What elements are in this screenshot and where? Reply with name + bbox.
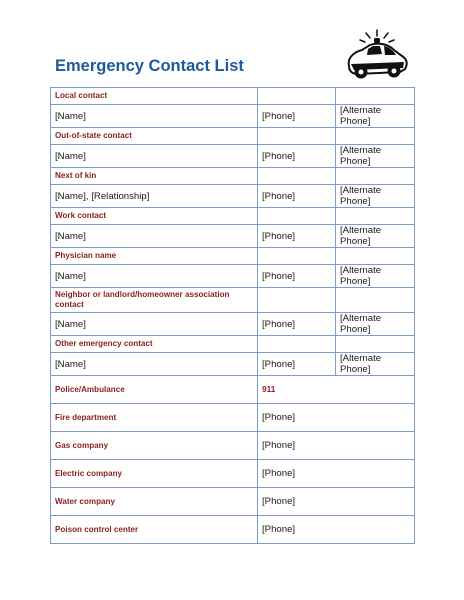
- service-label: Water company: [51, 488, 258, 516]
- contact-alt-phone[interactable]: [Alternate Phone]: [336, 265, 415, 288]
- service-label: Gas company: [51, 432, 258, 460]
- contact-alt-phone[interactable]: [Alternate Phone]: [336, 185, 415, 208]
- service-phone[interactable]: [Phone]: [258, 432, 415, 460]
- table-row: [51, 225, 415, 248]
- service-phone[interactable]: [Phone]: [258, 516, 415, 544]
- table-row: [51, 353, 415, 376]
- service-phone[interactable]: [Phone]: [258, 404, 415, 432]
- contact-name[interactable]: [Name]: [51, 313, 258, 336]
- section-heading: Out-of-state contact: [51, 128, 258, 145]
- page-title: Emergency Contact List: [55, 57, 244, 75]
- service-phone[interactable]: [Phone]: [258, 460, 415, 488]
- service-label: Police/Ambulance: [51, 376, 258, 404]
- contact-phone[interactable]: [Phone]: [258, 105, 336, 128]
- contact-name[interactable]: [Name]: [51, 265, 258, 288]
- emergency-contact-table: [50, 87, 415, 544]
- service-phone[interactable]: [Phone]: [258, 488, 415, 516]
- contact-alt-phone[interactable]: [Alternate Phone]: [336, 313, 415, 336]
- contact-phone[interactable]: [Phone]: [258, 265, 336, 288]
- section-heading: Next of kin: [51, 168, 258, 185]
- table-row: [51, 488, 415, 516]
- service-label: Fire department: [51, 404, 258, 432]
- contact-phone[interactable]: [Phone]: [258, 225, 336, 248]
- service-label: Poison control center: [51, 516, 258, 544]
- contact-phone[interactable]: [Phone]: [258, 313, 336, 336]
- contact-alt-phone[interactable]: [Alternate Phone]: [336, 105, 415, 128]
- table-row: [51, 432, 415, 460]
- contact-phone[interactable]: [Phone]: [258, 145, 336, 168]
- contact-phone[interactable]: [Phone]: [258, 353, 336, 376]
- table-row: [51, 185, 415, 208]
- table-row: [51, 376, 415, 404]
- table-row: [51, 404, 415, 432]
- contact-name[interactable]: [Name]: [51, 353, 258, 376]
- table-row: [51, 460, 415, 488]
- table-row: [51, 313, 415, 336]
- section-heading: Neighbor or landlord/homeowner association contact: [51, 288, 258, 313]
- contact-name[interactable]: [Name]: [51, 225, 258, 248]
- table-row: [51, 265, 415, 288]
- contact-phone[interactable]: [Phone]: [258, 185, 336, 208]
- table-row: [51, 105, 415, 128]
- contact-alt-phone[interactable]: [Alternate Phone]: [336, 225, 415, 248]
- service-label: Electric company: [51, 460, 258, 488]
- contact-name[interactable]: [Name], [Relationship]: [51, 185, 258, 208]
- section-heading: Local contact: [51, 88, 258, 105]
- police-car-icon: [344, 28, 410, 82]
- section-heading: Other emergency contact: [51, 336, 258, 353]
- contact-alt-phone[interactable]: [Alternate Phone]: [336, 353, 415, 376]
- contact-name[interactable]: [Name]: [51, 105, 258, 128]
- table-row: [51, 516, 415, 544]
- section-heading: Work contact: [51, 208, 258, 225]
- contact-alt-phone[interactable]: [Alternate Phone]: [336, 145, 415, 168]
- section-heading: Physician name: [51, 248, 258, 265]
- service-phone[interactable]: 911: [258, 376, 415, 404]
- contact-name[interactable]: [Name]: [51, 145, 258, 168]
- table-row: [51, 145, 415, 168]
